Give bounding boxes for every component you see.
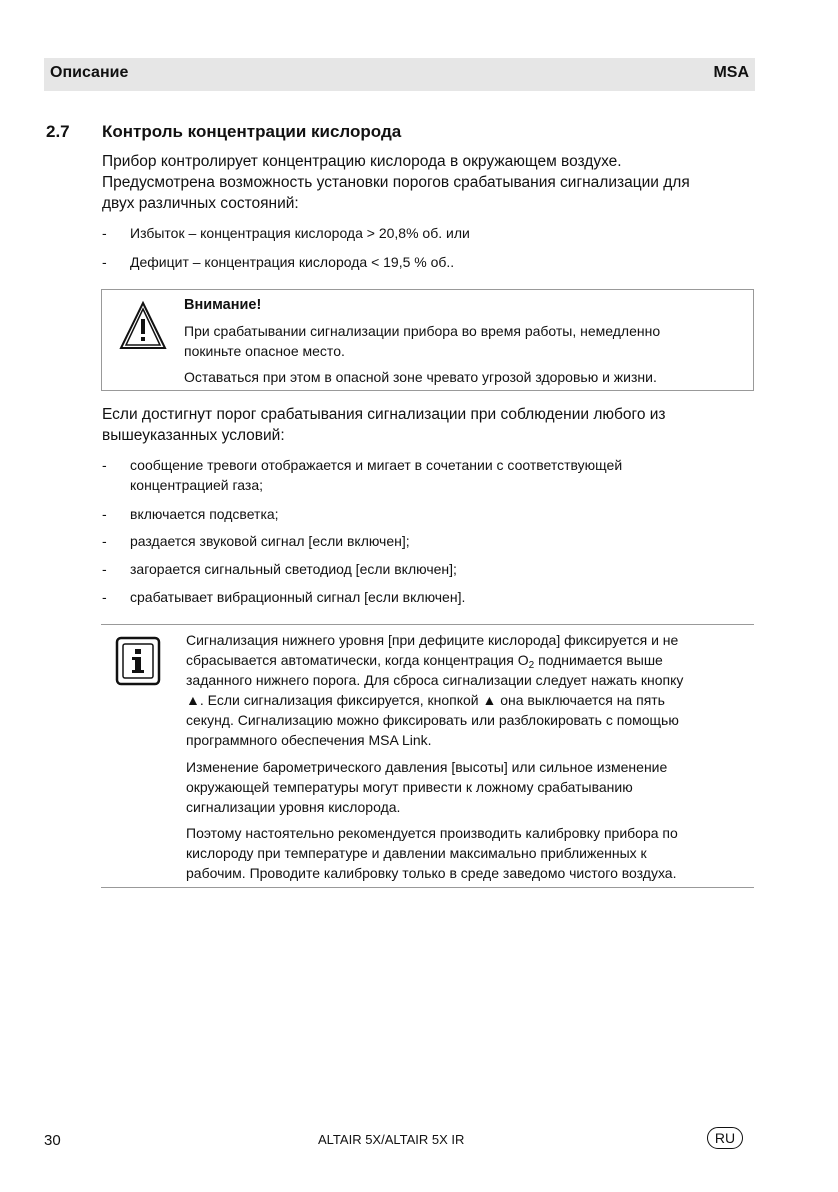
list-dash: -	[102, 457, 107, 473]
intro-line: Прибор контролирует концентрацию кислорода в окружающем воздухе.	[102, 153, 622, 170]
section-number: 2.7	[46, 122, 70, 141]
list-dash: -	[102, 589, 107, 605]
info-line-part: поднимается выше	[534, 652, 663, 668]
warning-line: При срабатывании сигнализации прибора во время работы, немедленно	[184, 323, 661, 339]
list-item-line: сообщение тревоги отображается и мигает в сочетании с соответствующей	[130, 457, 623, 473]
info-line: заданного нижнего порога. Для сброса сигнализации следует нажать кнопку	[186, 672, 684, 688]
list-item-text: загорается сигнальный светодиод [если включен];	[130, 561, 457, 577]
info-paragraph-1	[186, 630, 683, 750]
info-divider-bottom	[101, 887, 754, 888]
info-line: Поэтому настоятельно рекомендуется производить калибровку прибора по	[186, 825, 678, 841]
list-item-line: концентрацией газа;	[130, 477, 264, 493]
language-badge: RU	[707, 1127, 743, 1149]
warning-paragraph-1	[184, 321, 660, 361]
info-line-part: сбрасывается автоматически, когда концентрация O	[186, 652, 529, 668]
section-title: Контроль концентрации кислорода	[102, 122, 402, 141]
warning-triangle-icon	[118, 300, 168, 352]
list-dash: -	[102, 254, 107, 270]
list-item-text	[130, 455, 622, 495]
info-line: сигнализации уровня кислорода.	[186, 799, 401, 815]
list-item-text: раздается звуковой сигнал [если включен];	[130, 533, 410, 549]
list-dash: -	[102, 506, 107, 522]
list-dash: -	[102, 533, 107, 549]
info-line: окружающей температуры могут привести к ложному срабатыванию	[186, 779, 633, 795]
warning-title: Внимание!	[184, 297, 262, 313]
list-item-text: Дефицит – концентрация кислорода < 19,5 % об..	[130, 254, 455, 270]
list-dash: -	[102, 225, 107, 241]
header-section-title: Описание	[50, 64, 129, 81]
warning-paragraph-2: Оставаться при этом в опасной зоне чревато угрозой здоровью и жизни.	[184, 369, 657, 385]
page-header	[44, 58, 755, 91]
info-line: Изменение барометрического давления [высоты] или сильное изменение	[186, 759, 668, 775]
intro-paragraph	[102, 151, 762, 214]
subscript-2: 2	[528, 660, 535, 671]
info-line: кислороду при температуре и давлении максимально приближенных к	[186, 845, 647, 861]
info-paragraph-2	[186, 757, 667, 817]
info-line: программного обеспечения MSA Link.	[186, 732, 432, 748]
footer-model: ALTAIR 5X/ALTAIR 5X IR	[318, 1132, 465, 1147]
intro-line: Предусмотрена возможность установки порогов срабатывания сигнализации для	[102, 174, 690, 191]
info-line: Сигнализация нижнего уровня [при дефиците кислорода] фиксируется и не	[186, 632, 679, 648]
warning-box	[101, 289, 754, 391]
list-item-text: включается подсветка;	[130, 506, 279, 522]
list-item-text: срабатывает вибрационный сигнал [если включен].	[130, 589, 466, 605]
intro-line: двух различных состояний:	[102, 195, 299, 212]
alarm-intro-line: Если достигнут порог срабатывания сигнализации при соблюдении любого из	[102, 406, 666, 423]
warning-line: покиньте опасное место.	[184, 343, 345, 359]
info-line: секунд. Сигнализацию можно фиксировать или разблокировать с помощью	[186, 712, 679, 728]
header-brand: MSA	[713, 64, 749, 81]
page-number: 30	[44, 1132, 61, 1149]
alarm-intro-paragraph	[102, 404, 762, 446]
info-line-o2	[186, 650, 683, 670]
info-icon	[115, 636, 161, 686]
info-divider-top	[101, 624, 754, 625]
list-item-text: Избыток – концентрация кислорода > 20,8% об. или	[130, 225, 470, 241]
list-dash: -	[102, 561, 107, 577]
info-line: рабочим. Проводите калибровку только в среде заведомо чистого воздуха.	[186, 865, 677, 881]
info-line: ▲. Если сигнализация фиксируется, кнопкой ▲ она выключается на пять	[186, 692, 665, 708]
info-paragraph-3	[186, 823, 678, 883]
alarm-intro-line: вышеуказанных условий:	[102, 427, 285, 444]
